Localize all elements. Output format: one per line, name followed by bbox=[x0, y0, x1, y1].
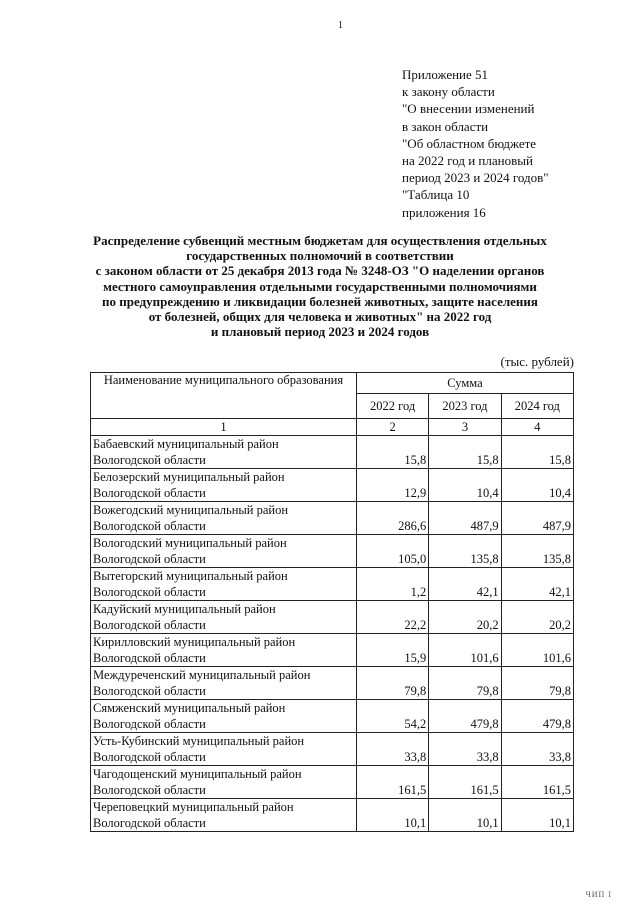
title-line: и плановый период 2023 и 2024 годов bbox=[210, 324, 430, 340]
municipality-name-line2: Вологодской области bbox=[93, 684, 206, 698]
value-2024: 479,8 bbox=[501, 700, 573, 733]
table-row bbox=[91, 568, 574, 601]
table-row bbox=[91, 667, 574, 700]
value-2024: 161,5 bbox=[501, 766, 573, 799]
value-2023: 20,2 bbox=[429, 601, 501, 634]
value-2022: 15,9 bbox=[356, 634, 428, 667]
value-2024: 10,1 bbox=[501, 799, 573, 832]
header-year-2023: 2023 год bbox=[429, 394, 501, 419]
column-number: 4 bbox=[501, 419, 573, 436]
table-row bbox=[91, 733, 574, 766]
municipality-name-line1: Кадуйский муниципальный район bbox=[93, 602, 276, 616]
value-2024: 101,6 bbox=[501, 634, 573, 667]
municipality-name-line1: Вытегорский муниципальный район bbox=[93, 569, 288, 583]
value-2022: 79,8 bbox=[356, 667, 428, 700]
appendix-line: "О внесении изменений bbox=[402, 101, 535, 117]
value-2024: 79,8 bbox=[501, 667, 573, 700]
municipality-name bbox=[91, 667, 357, 700]
municipality-name-line2: Вологодской области bbox=[93, 486, 206, 500]
value-2022: 286,6 bbox=[356, 502, 428, 535]
value-2023: 487,9 bbox=[429, 502, 501, 535]
municipality-name-line1: Вологодский муниципальный район bbox=[93, 536, 287, 550]
municipality-name-line1: Сямженский муниципальный район bbox=[93, 701, 286, 715]
value-2023: 101,6 bbox=[429, 634, 501, 667]
table-row bbox=[91, 502, 574, 535]
municipality-name-line2: Вологодской области bbox=[93, 750, 206, 764]
appendix-line: приложения 16 bbox=[402, 204, 486, 220]
municipality-name bbox=[91, 766, 357, 799]
municipality-name-line2: Вологодской области bbox=[93, 651, 206, 665]
value-2022: 54,2 bbox=[356, 700, 428, 733]
municipality-name bbox=[91, 733, 357, 766]
appendix-line: "Таблица 10 bbox=[402, 187, 470, 203]
municipality-name bbox=[91, 601, 357, 634]
value-2023: 10,4 bbox=[429, 469, 501, 502]
title-line: Распределение субвенций местным бюджетам для осуществления отдельных bbox=[93, 233, 547, 248]
header-year-2024: 2024 год bbox=[501, 394, 573, 419]
municipality-name bbox=[91, 535, 357, 568]
value-2022: 33,8 bbox=[356, 733, 428, 766]
municipality-name bbox=[91, 436, 357, 469]
value-2024: 42,1 bbox=[501, 568, 573, 601]
appendix-line: в закон области bbox=[402, 118, 489, 134]
table-row bbox=[91, 436, 574, 469]
column-number: 3 bbox=[429, 419, 501, 436]
municipality-name bbox=[91, 502, 357, 535]
municipality-name-line1: Вожегодский муниципальный район bbox=[93, 503, 289, 517]
value-2022: 15,8 bbox=[356, 436, 428, 469]
table-row bbox=[91, 535, 574, 568]
table-row bbox=[91, 799, 574, 832]
value-2023: 479,8 bbox=[429, 700, 501, 733]
value-2022: 12,9 bbox=[356, 469, 428, 502]
value-2022: 105,0 bbox=[356, 535, 428, 568]
municipality-name bbox=[91, 700, 357, 733]
municipality-name-line2: Вологодской области bbox=[93, 618, 206, 632]
value-2024: 20,2 bbox=[501, 601, 573, 634]
table-row bbox=[91, 634, 574, 667]
subsidies-table bbox=[90, 372, 574, 832]
value-2022: 22,2 bbox=[356, 601, 428, 634]
header-sum: Сумма bbox=[356, 373, 573, 394]
value-2024: 10,4 bbox=[501, 469, 573, 502]
municipality-name-line2: Вологодской области bbox=[93, 816, 206, 830]
municipality-name-line2: Вологодской области bbox=[93, 552, 206, 566]
column-number: 1 bbox=[91, 419, 357, 436]
value-2022: 10,1 bbox=[356, 799, 428, 832]
municipality-name bbox=[91, 568, 357, 601]
value-2024: 33,8 bbox=[501, 733, 573, 766]
appendix-reference bbox=[402, 66, 602, 221]
header-year-2022: 2022 год bbox=[356, 394, 428, 419]
value-2023: 15,8 bbox=[429, 436, 501, 469]
value-2024: 487,9 bbox=[501, 502, 573, 535]
value-2022: 1,2 bbox=[356, 568, 428, 601]
value-2022: 161,5 bbox=[356, 766, 428, 799]
title-line: от болезней, общих для человека и животных" на 2022 год bbox=[148, 309, 492, 325]
title-line: по предупреждению и ликвидации болезней животных, защите населения bbox=[102, 293, 538, 309]
value-2023: 33,8 bbox=[429, 733, 501, 766]
appendix-line: период 2023 и 2024 годов" bbox=[402, 170, 549, 186]
header-municipality: Наименование муниципального образования bbox=[91, 373, 357, 419]
municipality-name-line1: Белозерский муниципальный район bbox=[93, 470, 285, 484]
table-row bbox=[91, 766, 574, 799]
municipality-name-line2: Вологодской области bbox=[93, 453, 206, 467]
value-2024: 135,8 bbox=[501, 535, 573, 568]
value-2023: 42,1 bbox=[429, 568, 501, 601]
municipality-name-line2: Вологодской области bbox=[93, 519, 206, 533]
appendix-line: на 2022 год и плановый bbox=[402, 153, 533, 169]
title-line: государственных полномочий в соответствии bbox=[186, 248, 454, 264]
municipality-name-line1: Череповецкий муниципальный район bbox=[93, 800, 294, 814]
title-line: с законом области от 25 декабря 2013 года № 3248-ОЗ "О наделении органов bbox=[95, 263, 545, 279]
appendix-line: "Об областном бюджете bbox=[402, 135, 537, 151]
column-number: 2 bbox=[356, 419, 428, 436]
appendix-line: к закону области bbox=[402, 84, 495, 100]
municipality-name-line1: Кирилловский муниципальный район bbox=[93, 635, 296, 649]
municipality-name bbox=[91, 634, 357, 667]
appendix-line: Приложение 51 bbox=[402, 67, 489, 82]
municipality-name bbox=[91, 799, 357, 832]
table-row bbox=[91, 700, 574, 733]
municipality-name-line1: Междуреченский муниципальный район bbox=[93, 668, 311, 682]
municipality-name-line2: Вологодской области bbox=[93, 783, 206, 797]
municipality-name-line1: Чагодощенский муниципальный район bbox=[93, 767, 302, 781]
document-title bbox=[60, 233, 580, 339]
units-label: (тыс. рублей) bbox=[500, 354, 574, 369]
footer-mark: ЧИП I bbox=[585, 890, 612, 899]
municipality-name-line2: Вологодской области bbox=[93, 717, 206, 731]
value-2023: 79,8 bbox=[429, 667, 501, 700]
value-2023: 10,1 bbox=[429, 799, 501, 832]
municipality-name-line2: Вологодской области bbox=[93, 585, 206, 599]
title-line: местного самоуправления отдельными государственными полномочиями bbox=[103, 278, 537, 294]
value-2024: 15,8 bbox=[501, 436, 573, 469]
municipality-name-line1: Усть-Кубинский муниципальный район bbox=[93, 734, 305, 748]
table-row bbox=[91, 601, 574, 634]
municipality-name-line1: Бабаевский муниципальный район bbox=[93, 437, 279, 451]
table-row bbox=[91, 469, 574, 502]
value-2023: 135,8 bbox=[429, 535, 501, 568]
municipality-name bbox=[91, 469, 357, 502]
page-mark: 1 bbox=[338, 20, 343, 31]
value-2023: 161,5 bbox=[429, 766, 501, 799]
